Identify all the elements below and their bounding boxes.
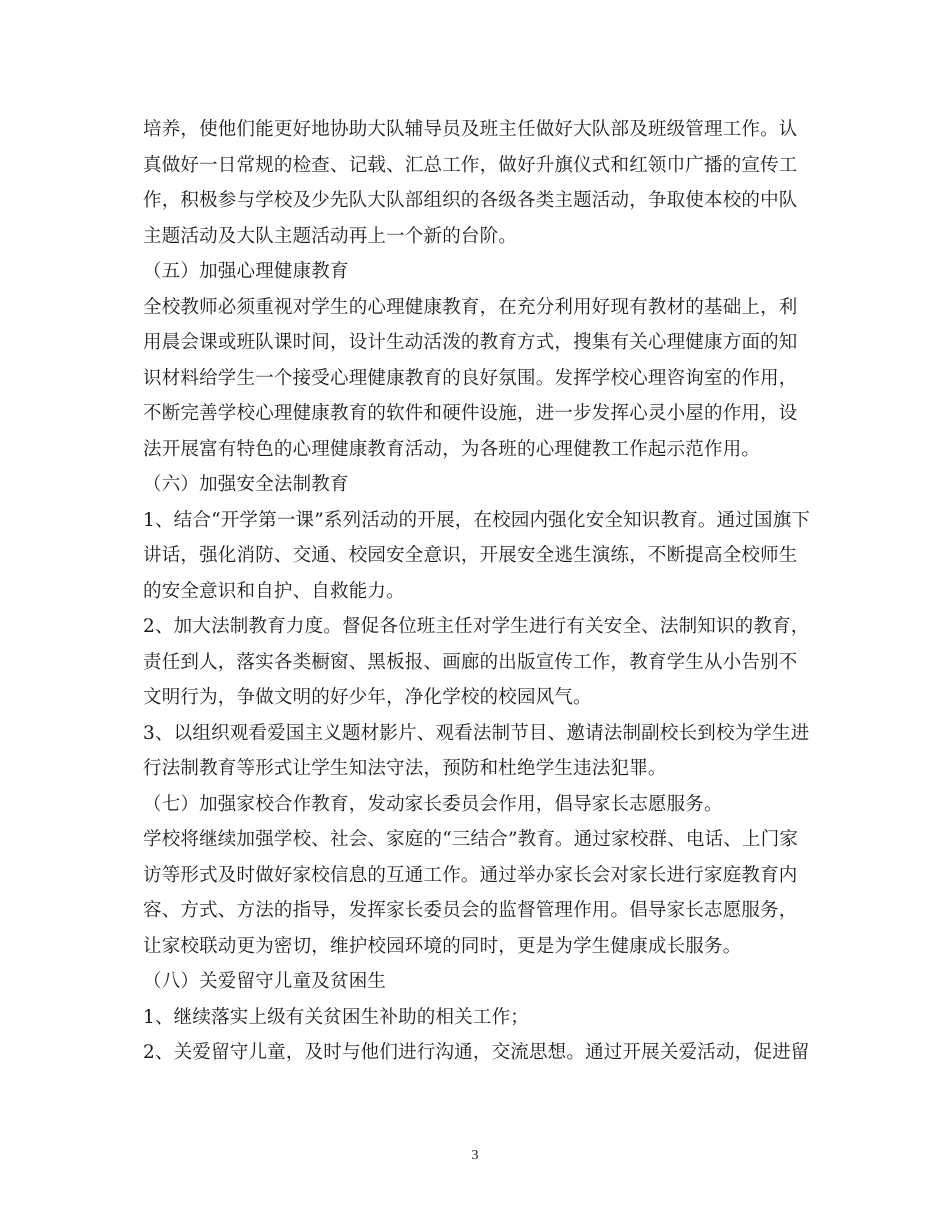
text-line: 全校教师必须重视对学生的心理健康教育，在充分利用好现有教材的基础上，利 [143,296,798,318]
text-line: 2、关爱留守儿童，及时与他们进行沟通，交流思想。通过开展关爱活动，促进留 [143,1042,810,1063]
text-line: 文明行为，争做文明的好少年，净化学校的校园风气。 [143,687,592,708]
text-line: 不断完善学校心理健康教育的软件和硬件设施，进一步发挥心灵小屋的作用，设 [143,403,798,424]
section-heading-5: （五）加强心理健康教育 [143,261,349,282]
text-line: 责任到人，落实各类橱窗、黑板报、画廊的出版宣传工作，教育学生从小告别不 [143,651,798,673]
text-line: 真做好一日常规的检查、记载、汇总工作，做好升旗仪式和红领巾广播的宣传工 [143,154,798,176]
text-line: 让家校联动更为密切，维护校园环境的同时，更是为学生健康成长服务。 [143,935,742,957]
body-text [143,112,813,1071]
text-line: 讲话，强化消防、交通、校园安全意识，开展安全逃生演练，不断提高全校师生 [143,545,798,566]
text-line: 容、方式、方法的指导，发挥家长委员会的监督管理作用。倡导家长志愿服务， [143,900,798,921]
text-line: 3、以组织观看爱国主义题材影片、观看法制节目、邀请法制副校长到校为学生进 [143,722,810,744]
section-heading-8: （八）关爱留守儿童及贫困生 [143,971,387,992]
text-line: 2、加大法制教育力度。督促各位班主任对学生进行有关安全、法制知识的教育， [143,616,810,637]
text-line: 主题活动及大队主题活动再上一个新的台阶。 [143,225,518,247]
text-line: 用晨会课或班队课时间，设计生动活泼的教育方式，搜集有关心理健康方面的知 [143,332,798,353]
text-line: 培养，使他们能更好地协助大队辅导员及班主任做好大队部及班级管理工作。认 [143,119,798,140]
text-line: 行法制教育等形式让学生知法守法，预防和杜绝学生违法犯罪。 [143,758,667,779]
text-line: 识材料给学生一个接受心理健康教育的良好氛围。发挥学校心理咨询室的作用， [143,367,798,389]
section-heading-7: （七）加强家校合作教育，发动家长委员会作用，倡导家长志愿服务。 [143,793,723,815]
text-line: 学校将继续加强学校、社会、家庭的“三结合”教育。通过家校群、电话、上门家 [143,829,799,850]
text-line: 法开展富有特色的心理健康教育活动，为各班的心理健教工作起示范作用。 [143,438,761,460]
text-line: 1、结合“开学第一课”系列活动的开展，在校园内强化安全知识教育。通过国旗下 [143,509,811,531]
text-line: 访等形式及时做好家校信息的互通工作。通过举办家长会对家长进行家庭教育内 [143,864,798,886]
page-number: 3 [471,1148,479,1163]
section-heading-6: （六）加强安全法制教育 [143,474,349,495]
text-line: 的安全意识和自护、自救能力。 [143,580,405,602]
text-line: 作，积极参与学校及少先队大队部组织的各级各类主题活动，争取使本校的中队 [143,190,798,211]
text-line: 1、继续落实上级有关贫困生补助的相关工作； [143,1006,529,1028]
